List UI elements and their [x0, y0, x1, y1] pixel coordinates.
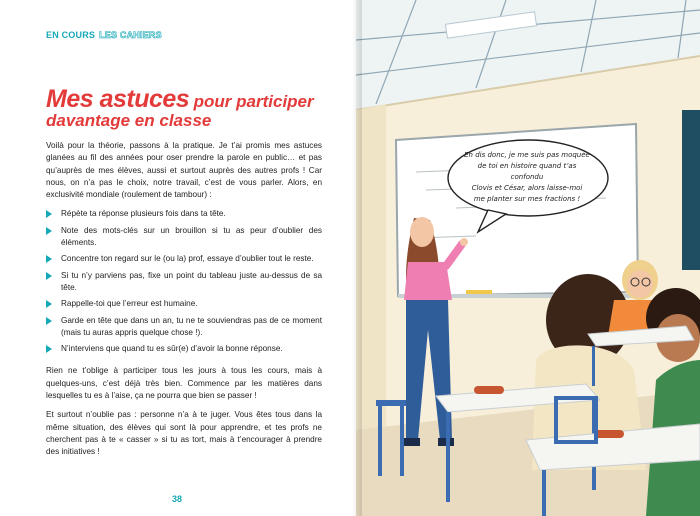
board-marker — [466, 290, 492, 294]
tip-item — [46, 298, 322, 310]
title-rest1: pour participer — [193, 92, 314, 111]
triangle-bullet-icon — [46, 300, 52, 308]
tip-text: Répète ta réponse plusieurs fois dans ta tête. — [61, 209, 226, 219]
tip-item — [46, 270, 322, 295]
bubble-line: Eh dis donc, je me suis pas moquée — [464, 151, 590, 159]
tip-item — [46, 253, 322, 265]
bubble-line: Clovis et César, alors laisse-moi — [471, 184, 583, 192]
tip-item — [46, 315, 322, 340]
tip-item — [46, 208, 322, 220]
tip-item — [46, 343, 322, 355]
page-number: 38 — [172, 494, 183, 504]
bubble-line: de toi en histoire quand t’as confondu — [477, 162, 577, 181]
tip-text: N’interviens que quand tu es sûr(e) d’avoir la bonne réponse. — [61, 344, 283, 354]
triangle-bullet-icon — [46, 255, 52, 263]
speech-bubble-text — [462, 150, 592, 205]
running-header — [46, 30, 162, 40]
tip-text: Rappelle-toi que l’erreur est humaine. — [61, 299, 198, 309]
tip-item — [46, 225, 322, 250]
triangle-bullet-icon — [46, 345, 52, 353]
classroom-illustration — [356, 0, 700, 516]
triangle-bullet-icon — [46, 227, 52, 235]
illustration-svg — [356, 0, 700, 516]
triangle-bullet-icon — [46, 317, 52, 325]
header-part1: EN COURS — [46, 30, 96, 40]
body-text — [46, 140, 322, 466]
tip-text: Note des mots-clés sur un brouillon si tu as peur d’oublier des éléments. — [61, 225, 322, 248]
tip-text: Si tu n’y parviens pas, fixe un point du tableau juste au-dessus de sa tête. — [61, 270, 322, 292]
title-line2: davantage en classe — [46, 111, 212, 131]
window — [682, 110, 700, 270]
tip-text: Garde en tête que dans un an, tu ne te souviendras pas de ce moment (mais tu auras appris quelque chose !). — [61, 315, 322, 337]
bubble-line: me planter sur mes fractions ! — [473, 195, 581, 203]
book-gutter — [352, 0, 362, 516]
tip-text: Concentre ton regard sur le (ou la) prof, essaye d’oublier tout le reste. — [61, 254, 314, 264]
title-big: Mes astuces — [46, 85, 190, 113]
triangle-bullet-icon — [46, 210, 52, 218]
header-part2: LES CAHIERS — [99, 30, 162, 40]
triangle-bullet-icon — [46, 272, 52, 280]
paragraph-3: Et surtout n’oublie pas : personne n’a à te juger. Vous êtes tous dans la même situation, des élèves qui sont là pour apprendre, et tes profs ne cherchent pas à te « casser » si tu as tort, mais à t’encourager à prendre des initiatives ! — [46, 410, 322, 457]
section-title — [46, 86, 346, 131]
paragraph-2: Rien ne t’oblige à participer tous les jours à tous les cours, mais à quelques-uns, c’est déjà très bien. Commence par les matières dans lesquelles tu es à l’aise, ça ne pourra que bien se passer ! — [46, 366, 322, 401]
intro-paragraph: Voilà pour la théorie, passons à la pratique. Je t’ai promis mes astuces glanées au fil des années pour oser prendre la parole en public… et pas qu’auprès de mes élèves, aussi et surtout auprès des autres profs ! Car nous, on n’a pas le choix, notre travail, c’est de vous parler. Alors, en exclusivité mondiale (roulement de tambour) : — [46, 141, 322, 200]
tips-list — [46, 208, 322, 355]
